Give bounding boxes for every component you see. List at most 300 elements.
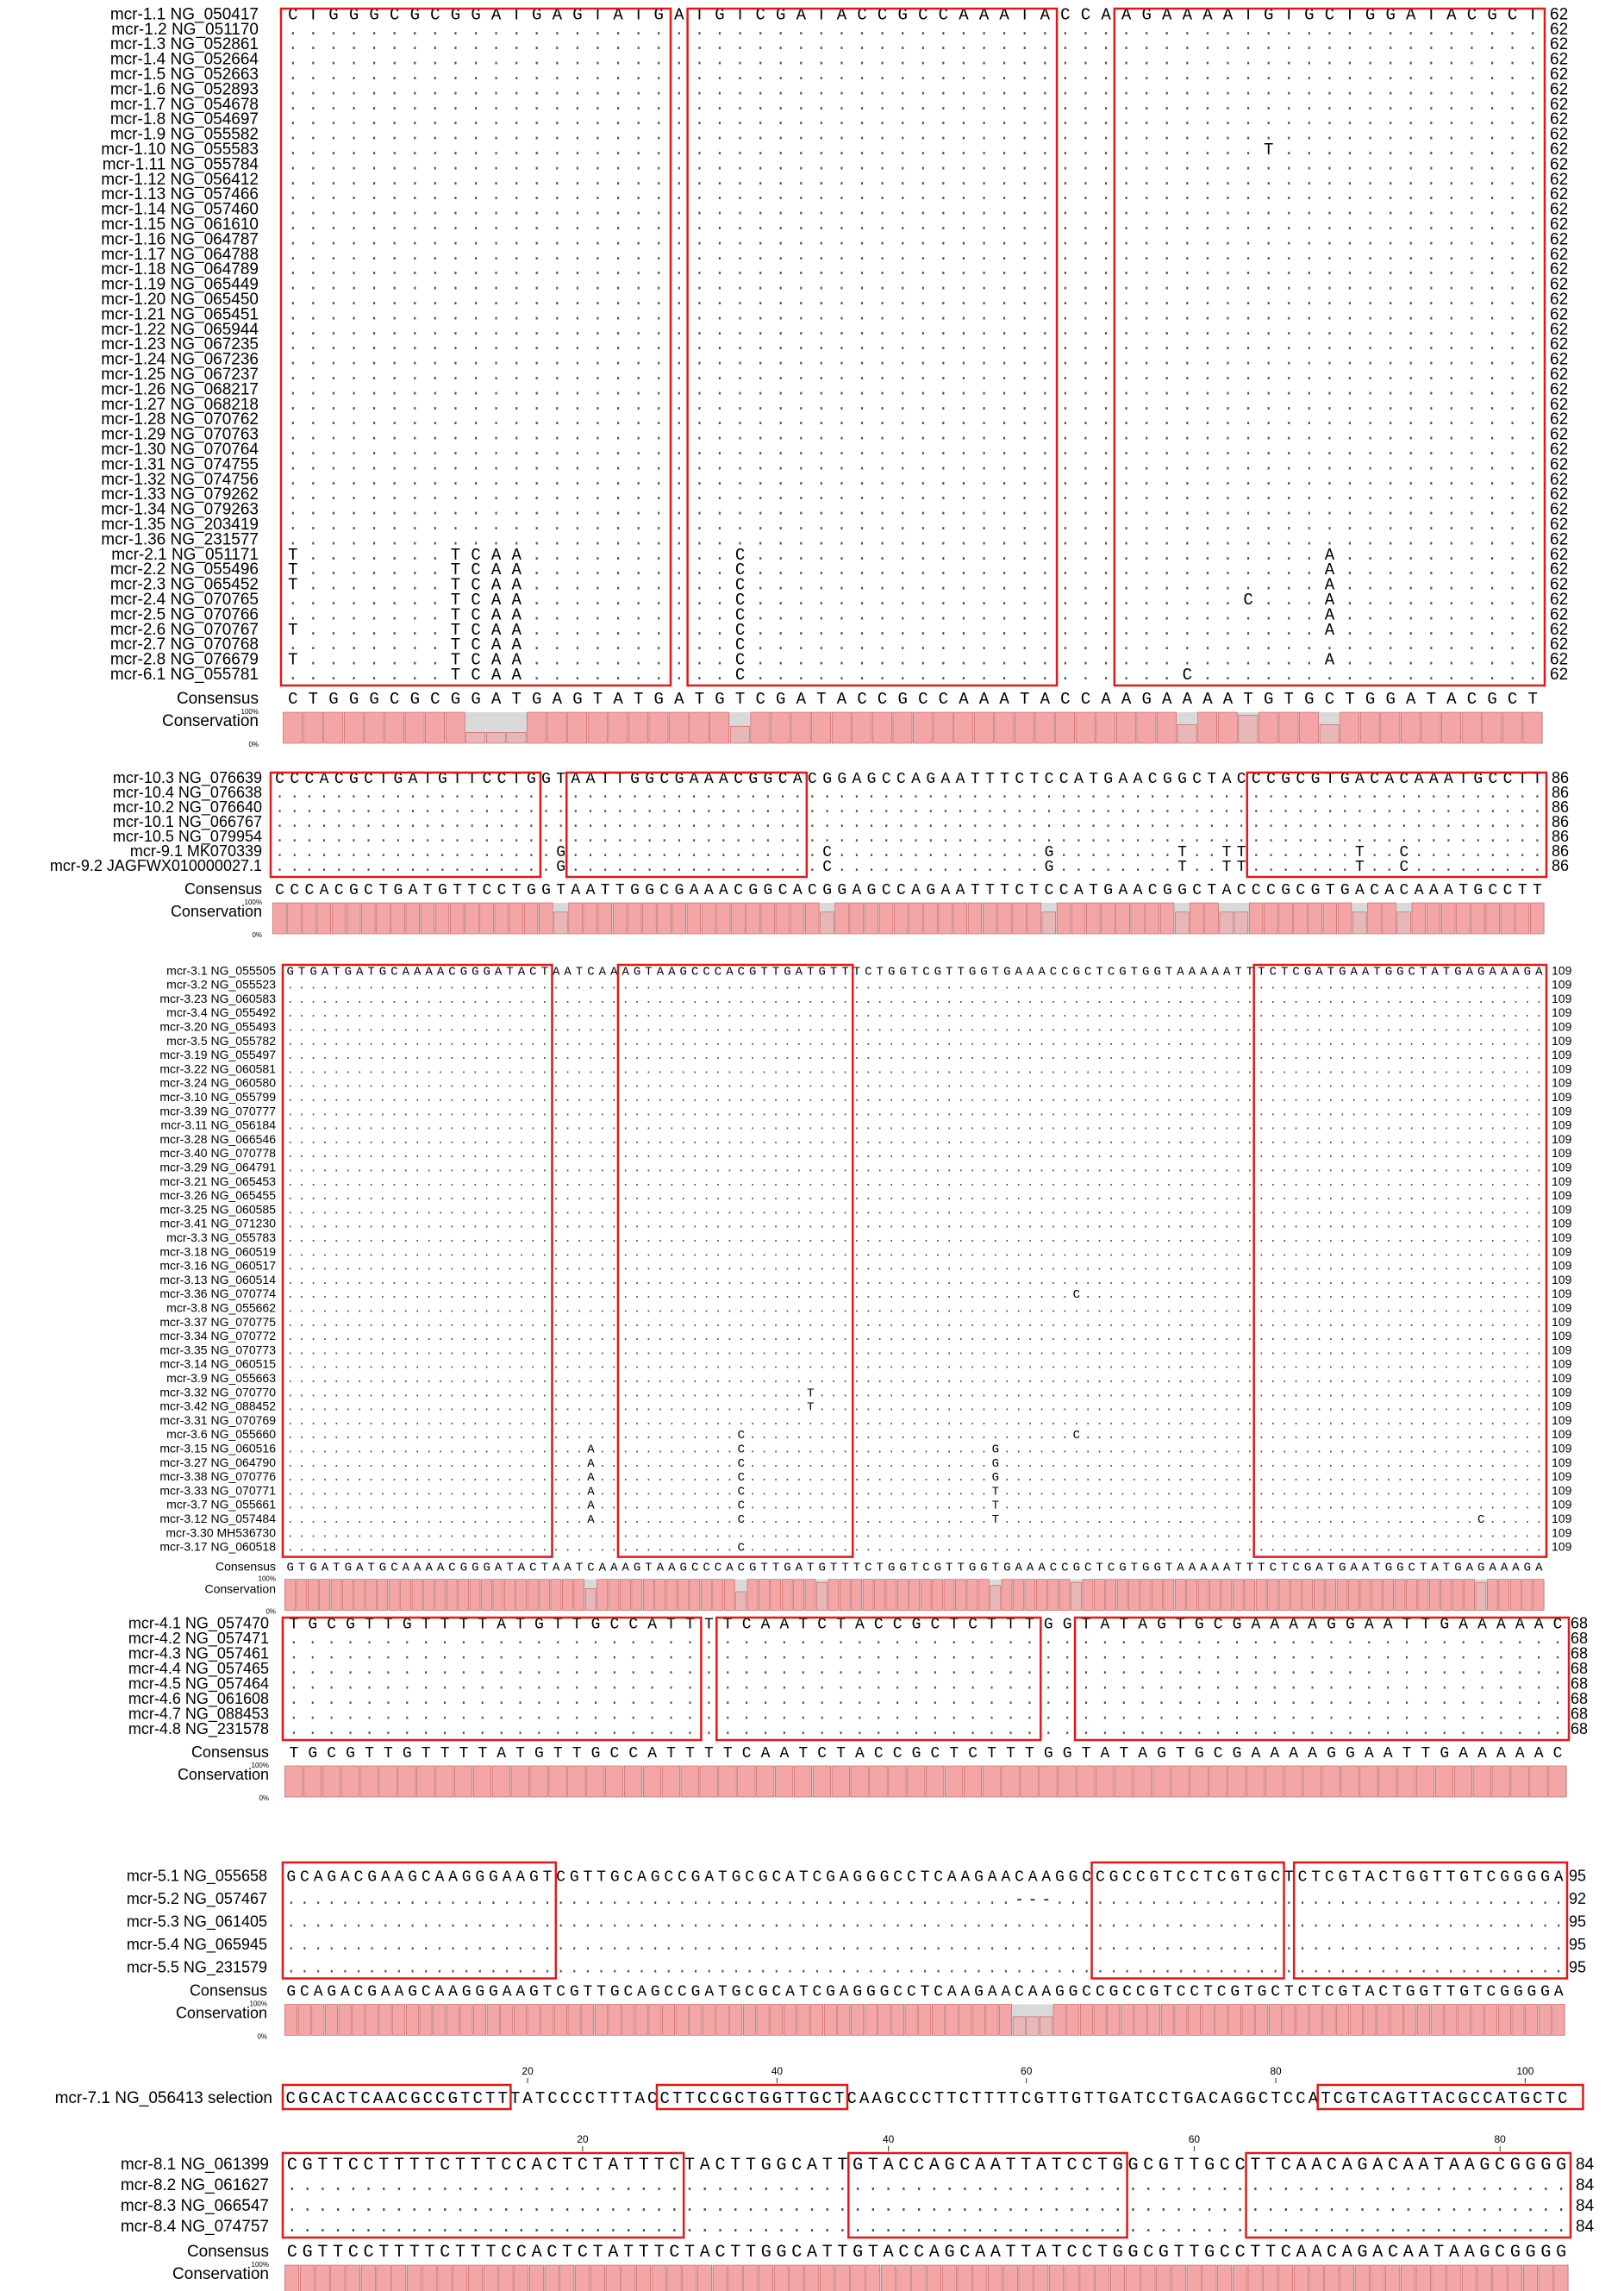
match-dot: .	[1141, 471, 1151, 490]
match-dot: .	[491, 455, 501, 474]
conservation-bar	[613, 903, 627, 934]
match-dot: .	[1258, 1063, 1265, 1077]
sequence-length: 86	[1552, 857, 1569, 874]
match-dot: .	[1060, 471, 1070, 490]
match-dot: .	[1467, 246, 1477, 265]
match-dot: .	[695, 96, 704, 115]
match-dot: .	[654, 441, 664, 460]
match-dot: .	[1365, 605, 1375, 624]
match-dot: .	[898, 666, 908, 685]
match-dot: .	[1458, 800, 1468, 817]
match-dot: .	[1223, 230, 1233, 249]
match-dot: .	[1202, 321, 1212, 340]
match-dot: .	[877, 1022, 884, 1036]
residue: A	[1223, 5, 1234, 24]
match-dot: .	[1431, 1049, 1438, 1063]
match-dot: .	[796, 230, 806, 249]
match-dot: .	[1350, 1078, 1357, 1092]
variant-residue: A	[491, 651, 502, 670]
match-dot: .	[593, 80, 603, 99]
match-dot: .	[1101, 516, 1110, 535]
match-dot: .	[1385, 621, 1395, 640]
match-dot: .	[414, 1063, 421, 1077]
consensus-residue: C	[1237, 882, 1246, 899]
match-dot: .	[1304, 516, 1314, 535]
match-dot: .	[1429, 829, 1439, 847]
match-dot: .	[755, 516, 765, 535]
conservation-bar	[939, 903, 953, 934]
match-dot: .	[491, 351, 501, 370]
consensus-residue: G	[527, 882, 536, 899]
residue: A	[1027, 965, 1034, 979]
match-dot: .	[491, 141, 501, 160]
match-dot: .	[1223, 305, 1233, 324]
match-dot: .	[1040, 171, 1050, 190]
match-dot: .	[1362, 980, 1369, 993]
match-dot: .	[448, 1036, 455, 1049]
match-dot: .	[1427, 426, 1436, 445]
match-dot: .	[1373, 1092, 1380, 1105]
match-dot: .	[423, 815, 433, 832]
match-dot: .	[1508, 666, 1517, 685]
consensus-residue: T	[1284, 690, 1294, 709]
match-dot: .	[695, 276, 704, 295]
match-dot: .	[1365, 80, 1375, 99]
match-dot: .	[1365, 321, 1375, 340]
match-dot: .	[857, 171, 866, 190]
match-dot: .	[564, 993, 571, 1007]
match-dot: .	[734, 844, 743, 861]
sequence-name: mcr-1.8 NG_054697	[110, 110, 259, 128]
match-dot: .	[1264, 426, 1273, 445]
conservation-bar	[751, 712, 770, 743]
match-dot: .	[1121, 441, 1131, 460]
match-dot: .	[634, 530, 643, 549]
match-dot: .	[1446, 576, 1456, 595]
match-dot: .	[1243, 485, 1252, 504]
match-dot: .	[1467, 155, 1477, 174]
match-dot: .	[837, 576, 846, 595]
match-dot: .	[328, 591, 338, 610]
match-dot: .	[704, 786, 714, 803]
match-dot: .	[328, 380, 338, 399]
match-dot: .	[576, 1092, 583, 1105]
match-dot: .	[425, 1049, 432, 1063]
variant-residue: C	[735, 621, 745, 640]
match-dot: .	[491, 246, 501, 265]
match-dot: .	[288, 216, 297, 235]
match-dot: .	[1339, 993, 1346, 1007]
match-dot: .	[1385, 993, 1392, 1007]
match-dot: .	[460, 1049, 467, 1063]
match-dot: .	[1264, 516, 1273, 535]
match-dot: .	[1406, 305, 1415, 324]
match-dot: .	[288, 635, 297, 654]
match-dot: .	[593, 366, 603, 385]
match-dot: .	[613, 485, 622, 504]
match-dot: .	[1266, 829, 1276, 847]
match-dot: .	[1467, 485, 1477, 504]
match-dot: .	[390, 455, 399, 474]
match-dot: .	[613, 455, 622, 474]
match-dot: .	[328, 305, 338, 324]
match-dot: .	[1081, 591, 1090, 610]
match-dot: .	[1415, 859, 1424, 876]
match-dot: .	[1162, 605, 1171, 624]
match-dot: .	[796, 576, 806, 595]
match-dot: .	[1487, 471, 1496, 490]
consensus-residue: G	[1177, 882, 1187, 899]
match-dot: .	[1385, 185, 1395, 204]
residue: A	[1074, 771, 1084, 788]
match-dot: .	[1508, 485, 1517, 504]
sequence-length: 62	[1550, 576, 1568, 594]
match-dot: .	[738, 1049, 745, 1063]
match-dot: .	[425, 1092, 432, 1105]
match-dot: .	[857, 605, 866, 624]
match-dot: .	[939, 485, 948, 504]
match-dot: .	[674, 51, 684, 70]
match-dot: .	[1223, 455, 1233, 474]
match-dot: .	[837, 786, 846, 803]
residue: C	[1489, 771, 1498, 788]
conservation-bar	[832, 712, 851, 743]
match-dot: .	[1101, 185, 1110, 204]
residue: G	[822, 771, 832, 788]
match-dot: .	[1148, 786, 1158, 803]
match-dot: .	[621, 993, 628, 1007]
match-dot: .	[1528, 396, 1538, 415]
match-dot: .	[1467, 546, 1477, 565]
match-dot: .	[703, 1078, 709, 1092]
match-dot: .	[369, 651, 378, 670]
match-dot: .	[841, 980, 848, 993]
match-dot: .	[328, 216, 338, 235]
match-dot: .	[556, 800, 565, 817]
conservation-scale-top: 100%	[241, 708, 259, 716]
match-dot: .	[959, 530, 968, 549]
match-dot: .	[572, 201, 582, 220]
consensus-residue: G	[471, 690, 480, 709]
match-dot: .	[959, 455, 968, 474]
match-dot: .	[1487, 410, 1496, 429]
match-dot: .	[1385, 455, 1395, 474]
match-dot: .	[969, 1036, 976, 1049]
match-dot: .	[349, 485, 359, 504]
consensus-residue: G	[1487, 690, 1496, 709]
match-dot: .	[1427, 321, 1436, 340]
match-dot: .	[1131, 1022, 1138, 1036]
match-dot: .	[674, 426, 684, 445]
residue: T	[1096, 965, 1102, 979]
match-dot: .	[734, 786, 743, 803]
match-dot: .	[1384, 786, 1394, 803]
match-dot: .	[1446, 305, 1456, 324]
match-dot: .	[1081, 291, 1090, 310]
variant-residue: T	[1355, 844, 1365, 861]
match-dot: .	[1162, 621, 1171, 640]
match-dot: .	[1365, 276, 1375, 295]
match-dot: .	[1177, 1022, 1184, 1036]
match-dot: .	[1081, 530, 1090, 549]
match-dot: .	[755, 35, 765, 54]
match-dot: .	[369, 516, 378, 535]
match-dot: .	[1084, 1049, 1091, 1063]
match-dot: .	[320, 844, 329, 861]
match-dot: .	[1081, 171, 1090, 190]
match-dot: .	[1141, 66, 1151, 85]
match-dot: .	[593, 605, 603, 624]
match-dot: .	[1141, 321, 1151, 340]
conservation-bar	[1056, 712, 1075, 743]
match-dot: .	[1040, 651, 1050, 670]
match-dot: .	[1446, 351, 1456, 370]
match-dot: .	[1264, 185, 1273, 204]
residue: C	[1508, 5, 1517, 24]
match-dot: .	[1038, 1092, 1045, 1105]
match-dot: .	[979, 155, 989, 174]
match-dot: .	[934, 1007, 941, 1021]
match-dot: .	[946, 980, 953, 993]
match-dot: .	[867, 844, 877, 861]
match-dot: .	[1183, 126, 1192, 145]
variant-residue: A	[491, 560, 502, 579]
match-dot: .	[410, 396, 420, 415]
match-dot: .	[430, 605, 440, 624]
match-dot: .	[1427, 471, 1436, 490]
match-dot: .	[1266, 844, 1276, 861]
match-dot: .	[715, 516, 724, 535]
match-dot: .	[572, 410, 582, 429]
match-dot: .	[1183, 216, 1192, 235]
match-dot: .	[1189, 993, 1196, 1007]
match-dot: .	[1038, 1078, 1045, 1092]
match-dot: .	[1101, 80, 1110, 99]
match-dot: .	[654, 635, 664, 654]
residue: A	[1466, 965, 1474, 979]
match-dot: .	[1081, 155, 1090, 174]
consensus-residue: G	[1281, 882, 1290, 899]
match-dot: .	[1038, 993, 1045, 1007]
match-dot: .	[553, 485, 562, 504]
match-dot: .	[1223, 546, 1233, 565]
consensus-residue: T	[467, 882, 477, 899]
match-dot: .	[288, 96, 297, 115]
consensus-residue: T	[593, 690, 603, 709]
conservation-bar	[776, 903, 790, 934]
match-dot: .	[369, 141, 378, 160]
match-dot: .	[1508, 576, 1517, 595]
match-dot: .	[882, 829, 891, 847]
match-dot: .	[808, 844, 817, 861]
sequence-row	[287, 1049, 1543, 1063]
match-dot: .	[1370, 844, 1379, 861]
match-dot: .	[491, 471, 501, 490]
match-dot: .	[1183, 66, 1192, 85]
match-dot: .	[1406, 230, 1415, 249]
match-dot: .	[369, 455, 378, 474]
sequence-row	[288, 666, 1538, 685]
match-dot: .	[1489, 815, 1498, 832]
match-dot: .	[1345, 560, 1354, 579]
residue: A	[1535, 965, 1543, 979]
match-dot: .	[939, 621, 948, 640]
match-dot: .	[1327, 1036, 1334, 1049]
residue: C	[918, 5, 928, 24]
match-dot: .	[784, 980, 790, 993]
match-dot: .	[1212, 1078, 1219, 1092]
match-dot: .	[1365, 305, 1375, 324]
match-dot: .	[898, 396, 908, 415]
match-dot: .	[796, 21, 806, 40]
match-dot: .	[288, 426, 297, 445]
match-dot: .	[613, 21, 622, 40]
match-dot: .	[1141, 110, 1151, 129]
match-dot: .	[837, 110, 846, 129]
match-dot: .	[969, 1049, 976, 1063]
match-dot: .	[1223, 560, 1233, 579]
match-dot: .	[939, 410, 948, 429]
match-dot: .	[1015, 1078, 1022, 1092]
residue: C	[1059, 771, 1069, 788]
match-dot: .	[1508, 66, 1517, 85]
match-dot: .	[715, 1036, 721, 1049]
match-dot: .	[290, 859, 299, 876]
match-dot: .	[471, 141, 480, 160]
match-dot: .	[414, 1022, 421, 1036]
match-dot: .	[328, 246, 338, 265]
match-dot: .	[1101, 230, 1110, 249]
match-dot: .	[1315, 1022, 1322, 1036]
match-dot: .	[1162, 260, 1171, 279]
sequence-name: mcr-2.8 NG_076679	[110, 651, 259, 669]
match-dot: .	[1467, 21, 1477, 40]
match-dot: .	[309, 1036, 316, 1049]
match-dot: .	[553, 321, 562, 340]
match-dot: .	[1223, 276, 1233, 295]
match-dot: .	[888, 993, 895, 1007]
match-dot: .	[645, 1092, 652, 1105]
match-dot: .	[1327, 993, 1334, 1007]
match-dot: .	[796, 96, 806, 115]
match-dot: .	[328, 621, 338, 640]
match-dot: .	[1060, 485, 1070, 504]
residue: C	[1050, 965, 1057, 979]
match-dot: .	[393, 844, 403, 861]
match-dot: .	[1183, 155, 1192, 174]
match-dot: .	[1304, 171, 1314, 190]
match-dot: .	[911, 1078, 918, 1092]
sequence-name: mcr-1.23 NG_067235	[101, 335, 259, 354]
match-dot: .	[971, 800, 980, 817]
match-dot: .	[1101, 155, 1110, 174]
match-dot: .	[369, 380, 378, 399]
consensus-residue: T	[1089, 882, 1098, 899]
match-dot: .	[328, 35, 338, 54]
match-dot: .	[704, 859, 714, 876]
match-dot: .	[1325, 80, 1334, 99]
match-dot: .	[918, 441, 928, 460]
match-dot: .	[898, 426, 908, 445]
conservation-scale-bottom: 0%	[248, 741, 259, 748]
match-dot: .	[1040, 560, 1050, 579]
match-dot: .	[784, 1022, 790, 1036]
match-dot: .	[979, 560, 989, 579]
match-dot: .	[1121, 455, 1131, 474]
match-dot: .	[735, 305, 745, 324]
match-dot: .	[853, 1036, 860, 1049]
match-dot: .	[749, 1049, 756, 1063]
match-dot: .	[969, 1022, 976, 1036]
conservation-bar	[1421, 712, 1440, 743]
match-dot: .	[275, 829, 284, 847]
match-dot: .	[430, 126, 440, 145]
match-dot: .	[738, 1063, 745, 1077]
match-dot: .	[437, 1007, 444, 1021]
match-dot: .	[674, 516, 684, 535]
match-dot: .	[448, 1092, 455, 1105]
match-dot: .	[1406, 666, 1415, 685]
match-dot: .	[1528, 591, 1538, 610]
match-dot: .	[1501, 1078, 1508, 1092]
match-dot: .	[1446, 621, 1456, 640]
match-dot: .	[1183, 21, 1192, 40]
match-dot: .	[1503, 800, 1513, 817]
match-dot: .	[654, 426, 664, 445]
match-dot: .	[1223, 1049, 1230, 1063]
match-dot: .	[1284, 471, 1294, 490]
match-dot: .	[634, 1063, 640, 1077]
consensus-residue: G	[1264, 690, 1273, 709]
match-dot: .	[1467, 560, 1477, 579]
consensus-residue: T	[971, 882, 980, 899]
match-dot: .	[1264, 230, 1273, 249]
match-dot: .	[1443, 1049, 1450, 1063]
match-dot: .	[1020, 441, 1029, 460]
match-dot: .	[853, 786, 862, 803]
match-dot: .	[1060, 291, 1070, 310]
match-dot: .	[349, 546, 359, 565]
match-dot: .	[796, 410, 806, 429]
match-dot: .	[654, 230, 664, 249]
match-dot: .	[680, 993, 687, 1007]
conservation-bar	[730, 726, 749, 743]
match-dot: .	[593, 560, 603, 579]
match-dot: .	[1292, 1049, 1299, 1063]
match-dot: .	[1304, 501, 1314, 520]
match-dot: .	[1020, 246, 1029, 265]
match-dot: .	[356, 1049, 363, 1063]
match-dot: .	[1304, 560, 1314, 579]
match-dot: .	[971, 859, 980, 876]
match-dot: .	[691, 1092, 698, 1105]
match-dot: .	[576, 1078, 583, 1092]
match-dot: .	[1345, 546, 1354, 565]
match-dot: .	[1202, 305, 1212, 324]
match-dot: .	[593, 591, 603, 610]
match-dot: .	[1292, 1092, 1299, 1105]
match-dot: .	[841, 1049, 848, 1063]
match-dot: .	[349, 126, 359, 145]
match-dot: .	[1406, 96, 1415, 115]
match-dot: .	[634, 216, 643, 235]
sequence-name: mcr-3.24 NG_060580	[159, 1076, 276, 1090]
match-dot: .	[333, 1036, 340, 1049]
match-dot: .	[726, 1036, 733, 1049]
match-dot: .	[1202, 96, 1212, 115]
match-dot: .	[403, 993, 409, 1007]
match-dot: .	[1183, 110, 1192, 129]
